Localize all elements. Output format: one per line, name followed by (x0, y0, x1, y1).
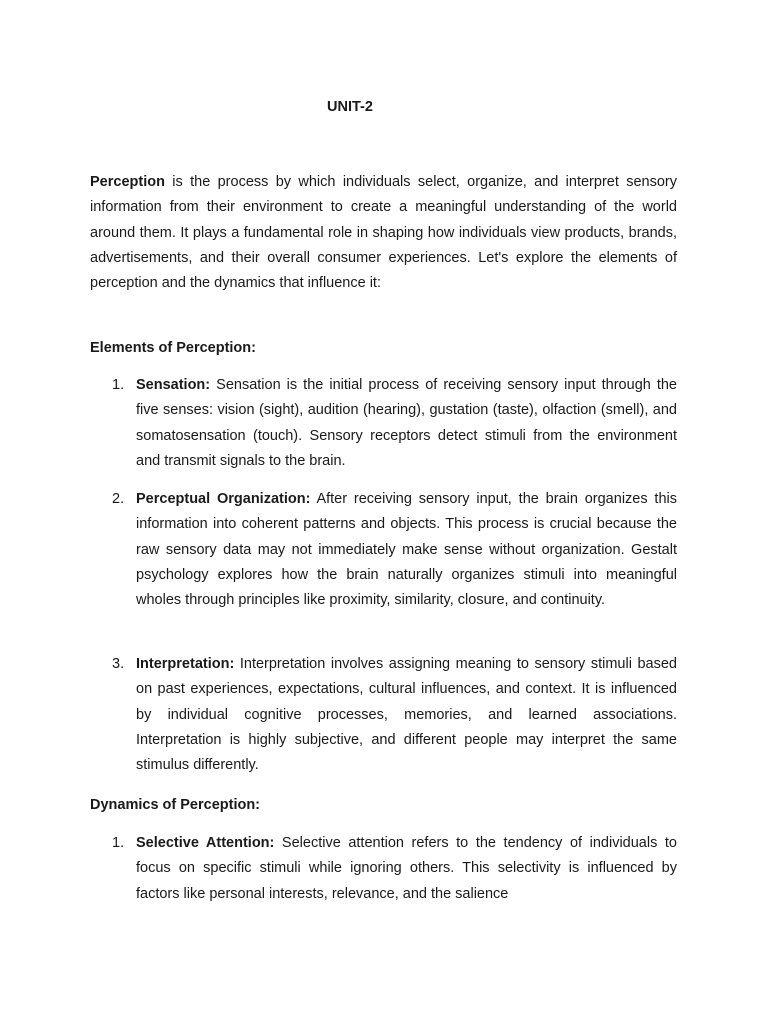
list-item-body: After receiving sensory input, the brain organizes this information into coherent patterns and objects. This process is crucial because the raw sensory data may not immediately make sense without organization. Gestalt psychology explores how the brain naturally organizes stimuli into meaningful wholes through principles like proximity, similarity, closure, and continuity. (136, 491, 677, 609)
list-item-term: Perceptual Organization: (136, 491, 311, 507)
list-item-body: Sensation is the initial process of receiving sensory input through the five senses: vision (sight), audition (hearing), gustation (taste), olfaction (smell), and somatosensation (touch). Sensory receptors detect stimuli from the environment and transmit signals to the brain. (136, 377, 677, 469)
list-item-body: Interpretation involves assigning meaning to sensory stimuli based on past experiences, expectations, cultural influences, and context. It is influenced by individual cognitive processes, memories, and learned associations. Interpretation is highly subjective, and different people may interpret the same stimulus differently. (136, 656, 677, 774)
dynamics-heading: Dynamics of Perception: (90, 797, 261, 813)
intro-text: is the process by which individuals select, organize, and interpret sensory information from their environment to create a meaningful understanding of the world around them. It plays a fundamental role in shaping how individuals view products, brands, advertisements, and their overall consumer experiences. Let's explore the elements of perception and the dynamics that influence it: (90, 174, 677, 292)
list-item-term: Selective Attention: (136, 835, 275, 851)
intro-paragraph (90, 170, 677, 296)
list-item (90, 487, 677, 613)
list-item-text (136, 831, 677, 907)
intro-term: Perception (90, 174, 165, 190)
list-item-text (136, 487, 677, 613)
list-item-text (136, 373, 677, 474)
list-item-number: 3. (112, 656, 125, 672)
list-item-number: 1. (112, 835, 125, 851)
list-item-number: 1. (112, 377, 125, 393)
list-item (90, 831, 677, 907)
list-item-term: Interpretation: (136, 656, 235, 672)
list-item-body: Selective attention refers to the tendency of individuals to focus on specific stimuli while ignoring others. This selectivity is influenced by factors like personal interests, relevance, and the salience (136, 835, 677, 902)
list-item (90, 373, 677, 474)
list-item-text (136, 652, 677, 778)
list-item-term: Sensation: (136, 377, 211, 393)
list-item (90, 652, 677, 778)
elements-heading: Elements of Perception: (90, 340, 256, 356)
list-item-number: 2. (112, 491, 125, 507)
page-title: UNIT-2 (327, 99, 373, 115)
